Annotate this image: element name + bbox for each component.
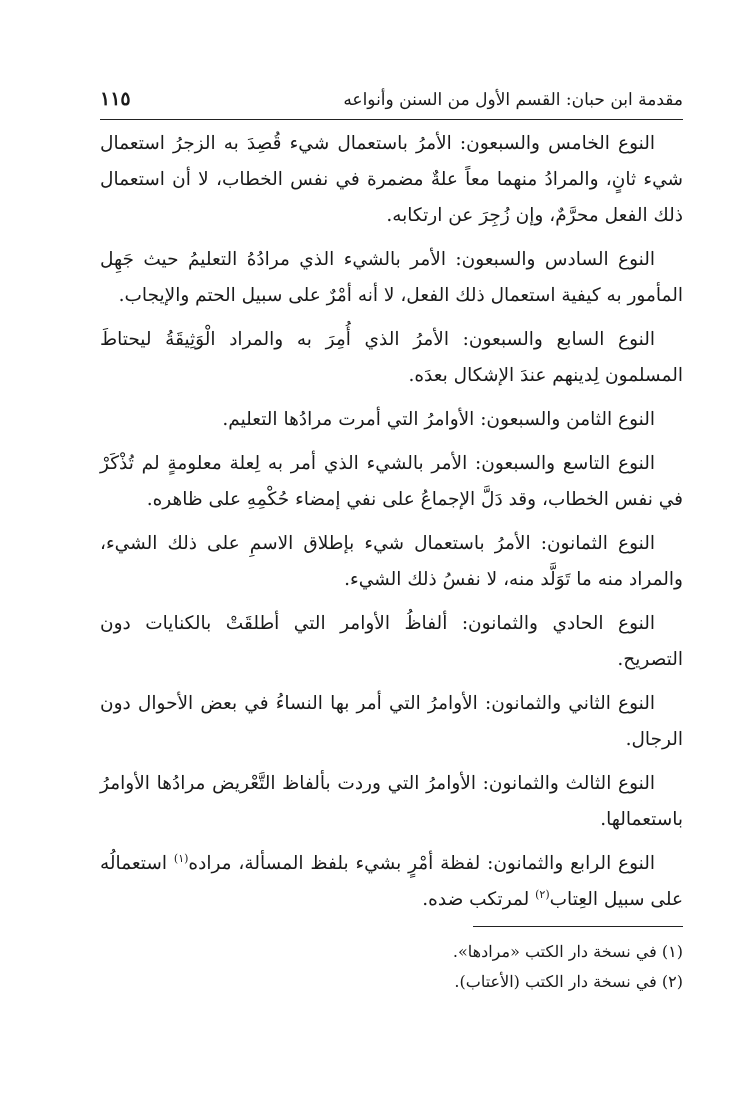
paragraph-76: النوع السادس والسبعون: الأمر بالشيء الذي مرادُهُ التعليمُ حيث جَهِل المأمور به كيفية استعمال ذلك الفعل، لا أنه أمْرٌ على سبيل الحتم والإيجاب. (100, 249, 683, 306)
running-header (100, 86, 683, 112)
paragraph-81: النوع الحادي والثمانون: ألفاظُ الأوامر التي أطلقَتْ بالكنايات دون التصريح. (100, 613, 683, 670)
paragraph-78: النوع الثامن والسبعون: الأوامرُ التي أمرت مرادُها التعليم. (222, 409, 655, 430)
paragraph-75: النوع الخامس والسبعون: الأمرُ باستعمال شيء قُصِدَ به الزجرُ استعمال شيء ثانٍ، والمرادُ منهما معاً علةٌ مضمرة في نفس الخطاب، لا أن استعمال ذلك الفعل محرَّمٌ، وإن زُجِرَ عن ارتكابه. (100, 133, 683, 226)
footnotes (100, 937, 683, 997)
page-number: ١١٥ (100, 88, 131, 110)
book-page (100, 86, 683, 1099)
footnote-marker-1[interactable]: (١) (173, 851, 189, 865)
paragraph-84-part3: لمرتكب ضده. (422, 889, 536, 910)
paragraph-84-part2: استعمالُه على سبيل العِتاب (100, 853, 683, 910)
footnote-1: (١) في نسخة دار الكتب «مرادها». (452, 942, 683, 961)
paragraph-83: النوع الثالث والثمانون: الأوامرُ التي وردت بألفاظ التَّعْريض مرادُها الأوامرُ باستعمالها. (100, 773, 683, 830)
paragraph-80: النوع الثمانون: الأمرُ باستعمال شيء بإطلاق الاسمِ على ذلك الشيء، والمراد منه ما تَوَلَّد منه، لا نفسُ ذلك الشيء. (100, 533, 683, 590)
body-text (100, 126, 683, 918)
footnote-marker-2[interactable]: (٢) (535, 887, 550, 901)
paragraph-84-part1: النوع الرابع والثمانون: لفظة أمْرٍ بشيء بلفظ المسألة، مراده (188, 853, 656, 874)
running-title: مقدمة ابن حبان: القسم الأول من السنن وأنواعه (343, 90, 683, 110)
paragraph-84 (100, 846, 683, 918)
paragraph-82: النوع الثاني والثمانون: الأوامرُ التي أمر بها النساءُ في بعض الأحوال دون الرجال. (100, 693, 683, 750)
paragraph-77: النوع السابع والسبعون: الأمرُ الذي أُمِرَ به والمراد الْوَثِيقَةُ ليحتاطَ المسلمون لِدينهم عندَ الإشكال بعدَه. (100, 329, 683, 386)
paragraph-79: النوع التاسع والسبعون: الأمر بالشيء الذي أمر به لِعلة معلومةٍ لم تُذْكَرْ في نفس الخطاب، وقد دَلَّ الإجماعُ على نفي إمضاء حُكْمِهِ على ظاهره. (100, 453, 683, 510)
header-rule (100, 119, 683, 120)
footnote-rule (473, 926, 683, 927)
footnote-2: (٢) في نسخة دار الكتب (الأعتاب). (454, 972, 683, 991)
